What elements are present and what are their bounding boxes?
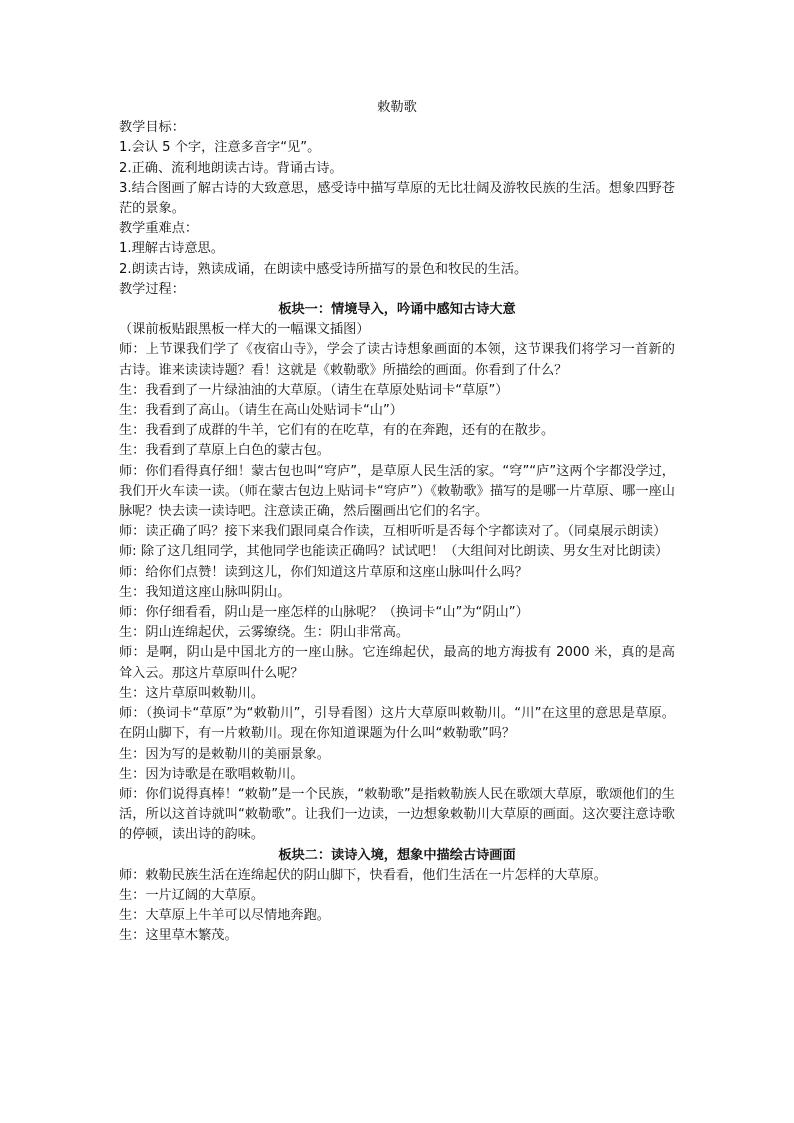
dialogue-line: 师：上节课我们学了《夜宿山寺》，学会了读古诗想象画面的本领，这节课我们将学习一首新的古诗。谁来读读诗题？看！这就是《敕勒歌》所描绘的画面。你看到了什么？ (119, 342, 675, 378)
key-point-item: 1.理解古诗意思。 (119, 241, 224, 257)
dialogue-line: 师：你仔细看看，阴山是一座怎样的山脉呢？（换词卡“山”为“阴山”） (119, 605, 529, 621)
dialogue-line: 师: 除了这几组同学，其他同学也能读正确吗？试试吧！（大组间对比朗读、男女生对比朗读） (119, 544, 669, 560)
dialogue-line: 生：这里草木繁茂。 (119, 928, 238, 944)
key-points-heading: 教学重难点： (119, 221, 199, 237)
objective-item: 1.会认 5 个字，注意多音字“见”。 (119, 140, 321, 156)
dialogue-line: 生：因为诗歌是在歌唱敕勒川。 (119, 766, 304, 782)
dialogue-line: 生：大草原上牛羊可以尽情地奔跑。 (119, 908, 330, 924)
objectives-heading: 教学目标： (119, 120, 185, 136)
dialogue-line: 师：你们说得真棒！“敕勒”是一个民族，“敕勒歌”是指敕勒族人民在歌颂大草原，歌颂他们的生活，所以这首诗就叫“敕勒歌”。让我们一边读，一边想象敕勒川大草原的画面。这次要注意诗歌的停顿，读出诗的韵味。 (119, 786, 675, 843)
dialogue-line: 师：（换词卡“草原”为“敕勒川”，引导看图）这片大草原叫敕勒川。“川”在这里的意思是草原。在阴山脚下，有一片敕勒川。现在你知道课题为什么叫“敕勒歌”吗？ (119, 706, 675, 742)
dialogue-line: 生：因为写的是敕勒川的美丽景象。 (119, 746, 330, 762)
dialogue-line: 师：读正确了吗？接下来我们跟同桌合作读，互相听听是否每个字都读对了。（同桌展示朗读） (119, 524, 667, 540)
dialogue-line: 生：我看到了成群的牛羊，它们有的在吃草，有的在奔跑，还有的在散步。 (119, 423, 555, 439)
dialogue-line: 生：我看到了一片绿油油的大草原。（请生在草原处贴词卡“草原”） (119, 382, 509, 398)
objective-item: 2.正确、流利地朗读古诗。背诵古诗。 (119, 160, 343, 176)
dialogue-line: 生：我看到了高山。（请生在高山处贴词卡“山”） (119, 403, 403, 419)
objective-item: 3.结合图画了解古诗的大致意思，感受诗中描写草原的无比壮阔及游牧民族的生活。想象四野苍茫的景象。 (119, 180, 675, 217)
section1-heading: 板块一：情境导入，吟诵中感知古诗大意 (278, 302, 516, 318)
section2-heading: 板块二：读诗入境，想象中描绘古诗画面 (278, 847, 516, 863)
dialogue-line: 师：你们看得真仔细！蒙古包也叫“穹庐”，是草原人民生活的家。“穹”“庐”这两个字都没学过，我们开火车读一读。（师在蒙古包边上贴词卡“穹庐”）《敕勒歌》描写的是哪一片草原、哪一座山脉呢？快去读一读诗吧。注意读正确，然后圈画出它们的名字。 (119, 463, 675, 520)
key-point-item: 2.朗读古诗，熟读成诵，在朗读中感受诗所描写的景色和牧民的生活。 (119, 261, 528, 277)
dialogue-line: 师：敕勒民族生活在连绵起伏的阴山脚下，快看看，他们生活在一片怎样的大草原。 (119, 867, 607, 883)
document-page (119, 98, 675, 947)
dialogue-line: 生：阴山连绵起伏，云雾缭绕。生：阴山非常高。 (119, 625, 410, 641)
dialogue-line: 师：给你们点赞！读到这儿，你们知道这片草原和这座山脉叫什么吗？ (119, 564, 528, 580)
dialogue-line: （课前板贴跟黑板一样大的一幅课文插图） (119, 322, 370, 338)
process-heading: 教学过程： (119, 281, 185, 297)
dialogue-line: 师：是啊，阴山是中国北方的一座山脉。它连绵起伏，最高的地方海拔有 2000 米，真的是高耸入云。那这片草原叫什么呢？ (119, 645, 675, 681)
document-title: 敕勒歌 (377, 100, 417, 115)
dialogue-line: 生：我知道这座山脉叫阴山。 (119, 584, 291, 600)
dialogue-line: 生：一片辽阔的大草原。 (119, 887, 265, 903)
dialogue-line: 生：这片草原叫敕勒川。 (119, 685, 265, 701)
dialogue-line: 生：我看到了草原上白色的蒙古包。 (119, 443, 330, 459)
